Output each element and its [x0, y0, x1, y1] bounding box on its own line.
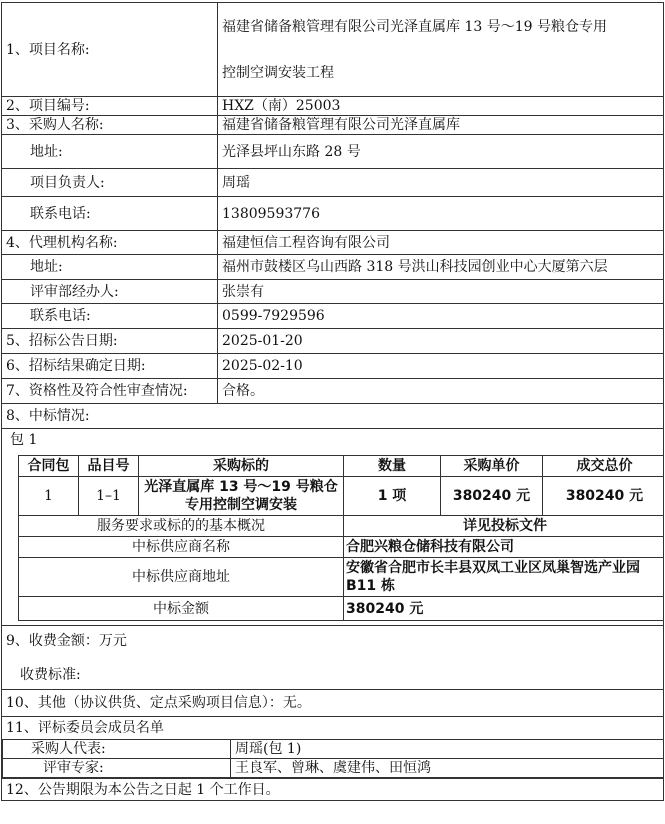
row-notice-date [2, 329, 664, 354]
amount-value: 380240 元 [344, 597, 664, 621]
table-row [3, 740, 664, 759]
table-row [19, 516, 664, 537]
notice-date-value: 2025-01-20 [218, 329, 664, 354]
address-value: 光泽县坪山东路 28 号 [218, 135, 664, 169]
project-name-line1: 福建省储备粮管理有限公司光泽直属库 13 号～19 号粮仓专用 [222, 18, 607, 35]
table-row [19, 558, 664, 597]
agency-value: 福建恒信工程咨询有限公司 [218, 231, 664, 255]
row-manager [2, 280, 664, 304]
header-subject: 采购标的 [139, 456, 344, 477]
cell-unit-price: 380240 元 [441, 477, 543, 516]
cell-item: 1–1 [79, 477, 139, 516]
row-phone [2, 197, 664, 231]
supplier-name-value: 合肥兴粮仓储科技有限公司 [344, 537, 664, 558]
row-project-name [2, 3, 664, 97]
purchaser-rep-label: 采购人代表: [3, 740, 231, 759]
header-contract: 合同包 [19, 456, 79, 477]
phone-value: 13809593776 [218, 197, 664, 231]
cell-total: 380240 元 [543, 477, 664, 516]
row-purchaser [2, 116, 664, 135]
result-date-value: 2025-02-10 [218, 354, 664, 379]
row-qualification [2, 379, 664, 404]
cell-quantity: 1 项 [344, 477, 441, 516]
bid-table-header [19, 456, 664, 477]
purchaser-value: 福建省储备粮管理有限公司光泽直属库 [218, 116, 664, 135]
supplier-address-label: 中标供应商地址 [19, 558, 344, 597]
table-row [19, 537, 664, 558]
agency-address-label: 地址: [2, 255, 218, 280]
cell-subject: 光泽直属库 13 号～19 号粮仓专用控制空调安装 [139, 477, 344, 516]
bid-table [18, 455, 664, 621]
leader-label: 项目负责人: [2, 169, 218, 197]
header-total: 成交总价 [543, 456, 664, 477]
bid-label: 8、中标情况: [2, 404, 664, 429]
row-bid-label [2, 404, 664, 429]
package-label: 包 1 [10, 432, 38, 448]
table-row [19, 477, 664, 516]
amount-label: 中标金额 [19, 597, 344, 621]
purchaser-rep-value: 周瑶(包 1) [231, 740, 664, 759]
qualification-label: 7、资格性及符合性审查情况: [2, 379, 218, 404]
qualification-value: 合格。 [218, 379, 664, 404]
row-other [2, 690, 664, 717]
header-quantity: 数量 [344, 456, 441, 477]
row-bid-detail [2, 429, 664, 626]
service-value: 详见投标文件 [344, 516, 664, 537]
row-agency-address [2, 255, 664, 280]
address-label: 地址: [2, 135, 218, 169]
row-fee [2, 626, 664, 690]
supplier-name-label: 中标供应商名称 [19, 537, 344, 558]
announcement-table [1, 2, 664, 801]
fee-standard-label: 收费标准: [20, 666, 81, 683]
agency-phone-label: 联系电话: [2, 304, 218, 329]
manager-label: 评审部经办人: [2, 280, 218, 304]
project-no-value: HXZ（南）25003 [218, 97, 664, 116]
row-agency [2, 231, 664, 255]
project-name-label: 1、项目名称: [2, 3, 218, 97]
manager-value: 张崇有 [218, 280, 664, 304]
cell-contract: 1 [19, 477, 79, 516]
purchaser-label: 3、采购人名称: [2, 116, 218, 135]
phone-label: 联系电话: [2, 197, 218, 231]
experts-label: 评审专家: [3, 759, 231, 778]
header-unit-price: 采购单价 [441, 456, 543, 477]
agency-phone-value: 0599-7929596 [218, 304, 664, 329]
table-row [3, 759, 664, 778]
row-leader [2, 169, 664, 197]
notice-date-label: 5、招标公告日期: [2, 329, 218, 354]
other-info: 10、其他（协议供货、定点采购项目信息）：无。 [2, 690, 664, 717]
committee-label: 11、评标委员会成员名单 [6, 720, 164, 736]
committee-table [2, 739, 664, 778]
fee-label: 9、收费金额：万元 [6, 632, 127, 649]
header-item: 品目号 [79, 456, 139, 477]
result-date-label: 6、招标结果确定日期: [2, 354, 218, 379]
experts-value: 王良军、曾琳、虞建伟、田恒鸿 [231, 759, 664, 778]
project-name-line2: 控制空调安装工程 [222, 64, 334, 81]
leader-value: 周瑶 [218, 169, 664, 197]
row-address [2, 135, 664, 169]
row-committee [2, 717, 664, 779]
project-no-label: 2、项目编号: [2, 97, 218, 116]
agency-address-value: 福州市鼓楼区乌山西路 318 号洪山科技园创业中心大厦第六层 [218, 255, 664, 280]
row-agency-phone [2, 304, 664, 329]
row-result-date [2, 354, 664, 379]
service-label: 服务要求或标的的基本概况 [19, 516, 344, 537]
agency-label: 4、代理机构名称: [2, 231, 218, 255]
supplier-address-value: 安徽省合肥市长丰县双凤工业区凤巢智选产业园 B11 栋 [344, 558, 664, 597]
table-row [19, 597, 664, 621]
period-info: 12、公告期限为本公告之日起 1 个工作日。 [2, 779, 664, 801]
row-project-no [2, 97, 664, 116]
row-period [2, 779, 664, 801]
